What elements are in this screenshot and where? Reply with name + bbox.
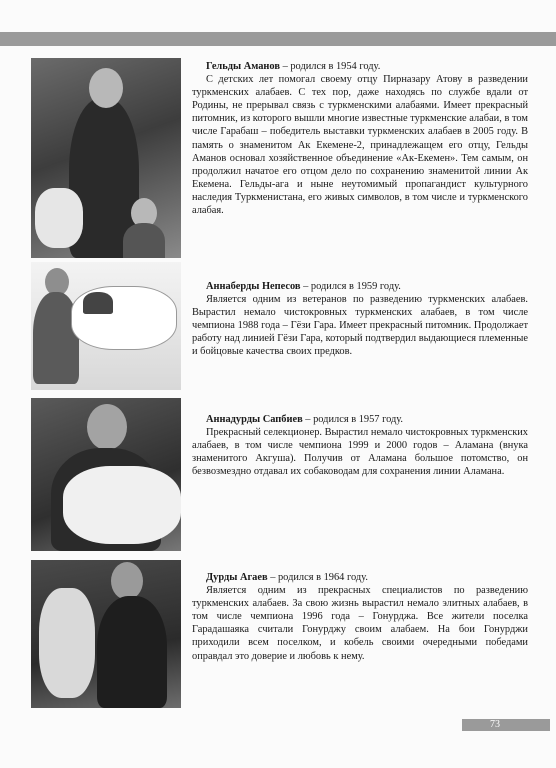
child-figure xyxy=(123,223,165,258)
entry-4 xyxy=(192,571,528,663)
birth-date: – родился в 1954 году. xyxy=(279,61,381,72)
entry-2 xyxy=(192,280,528,359)
birth-date: – родился в 1959 году. xyxy=(300,281,401,292)
page-number: 73 xyxy=(462,719,550,731)
entry-heading xyxy=(192,60,528,73)
person-name: Аннаберды Непесов xyxy=(206,281,301,292)
person-name: Аннадурды Сапбиев xyxy=(206,414,303,425)
man-figure xyxy=(97,596,167,708)
header-band xyxy=(0,32,556,46)
man-head xyxy=(89,68,123,108)
photo-annadurdy-sapbiev xyxy=(31,398,181,551)
photo-durdy-agaev xyxy=(31,560,181,708)
dog-spot xyxy=(83,292,113,314)
entry-heading xyxy=(192,280,528,293)
man-head xyxy=(87,404,127,450)
entry-text: Является одним из ветеранов по разведению туркменских алабаев. Вырастил немало чистокровных туркменских алабаев, в том числе чемпиона 1988 года – Гёзи Гара. Имеет прекрасный питомник. Продолжает работу над линией Гёзи Гара, который подтвердил выдающиеся племенные и бойцовые качества своих предков. xyxy=(192,294,528,358)
birth-date: – родился в 1957 году. xyxy=(302,414,404,425)
birth-date: – родился в 1964 году. xyxy=(267,572,368,583)
photo-annaberdy-nepesov xyxy=(31,262,181,390)
photo-gelды-amanov xyxy=(31,58,181,258)
dog-head xyxy=(63,466,181,544)
entry-heading xyxy=(192,413,528,426)
dog-figure xyxy=(35,188,83,248)
entry-text: С детских лет помогал своему отцу Пирназару Атову в разведении туркменских алабаев. С тех пор, даже находясь по службе вдали от Родины, не прерывал связь с туркменскими алабаями. Имеет прекрасный питомник, из которого вышли многие известные туркменские алабаи, в том числе Гарабаш – победитель выставки туркменских алабаев в 2005 году. В память о знаменитом Ак Екемене-2, принадлежащем его отцу, Гельды Аманов основал хозяйственное объединение «Ак-Екемен». Тем самым, он продолжил начатое его отцом дело по сохранению знаменитой линии Ак Екемена. Гельды-ага и ныне неутомимый пропагандист культурного наследия Туркменистана, его живых символов, в том числе и туркменского алабая. xyxy=(192,74,528,217)
person-name: Гельды Аманов xyxy=(206,61,280,72)
entry-1 xyxy=(192,60,528,217)
man-head xyxy=(111,562,143,600)
person-name: Дурды Агаев xyxy=(206,572,268,583)
entry-text: Является одним из прекрасных специалистов по разведению туркменских алабаев. За свою жизнь вырастил немало элитных алабаев, в том числе чемпиона 1996 года – Гонурджа. Все жители поселка Гарадашаяка считали Гонурджу своим алабаем. На бои Гонурджи приходили всем поселком, и кобель своими очередными победами оправдал это доверие и любовь к нему. xyxy=(192,585,528,662)
entry-text: Прекрасный селекционер. Вырастил немало чистокровных туркменских алабаев, в том числе чемпиона 1999 и 2000 годов – Аламана (внука знаменитого Акгуша). Получив от Аламана большое потомство, он безвозмездно отдавал их собаководам для сохранения линии Аламана. xyxy=(192,427,528,478)
entry-heading xyxy=(192,571,528,584)
dog-figure xyxy=(39,588,95,698)
entry-3 xyxy=(192,413,528,478)
